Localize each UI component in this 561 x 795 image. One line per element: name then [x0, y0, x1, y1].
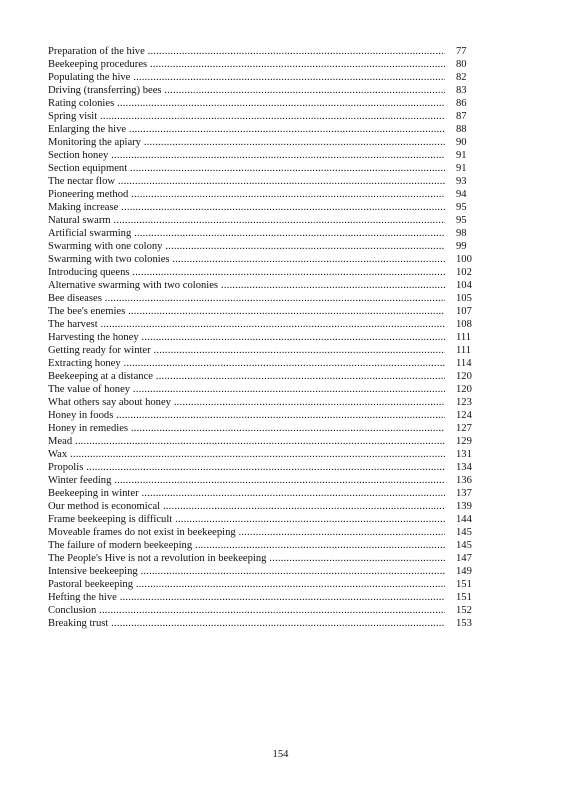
toc-entry-title: Spring visit ..... [48, 110, 445, 123]
toc-entry [48, 123, 473, 136]
toc-entry-title: Mead ..... [48, 435, 445, 448]
toc-entry [48, 175, 473, 188]
toc-entry-page: 149 [456, 566, 472, 577]
toc-entry-title: Making increase ..... [48, 201, 445, 214]
toc-entry-title: Alternative swarming with two colonies ..... [48, 279, 445, 292]
toc-entry-title: Honey in foods ..... [48, 409, 445, 422]
toc-entry-title: Enlarging the hive ..... [48, 123, 445, 136]
toc-entry [48, 461, 473, 474]
toc-entry [48, 188, 473, 201]
toc-entry [48, 201, 473, 214]
toc-entry-page: 107 [456, 306, 472, 317]
toc-entry-page: 145 [456, 527, 472, 538]
toc-entry-page: 144 [456, 514, 472, 525]
toc-entry-page: 127 [456, 423, 472, 434]
toc-entry [48, 526, 473, 539]
toc-entry-page: 91 [456, 163, 467, 174]
toc-entry-title: Frame beekeeping is difficult ..... [48, 513, 445, 526]
toc-entry-title: Breaking trust ..... [48, 617, 445, 630]
toc-entry [48, 344, 473, 357]
toc-entry-title: Section honey ..... [48, 149, 445, 162]
toc-entry-title: Propolis ..... [48, 461, 445, 474]
toc-entry-page: 153 [456, 618, 472, 629]
toc-entry [48, 487, 473, 500]
toc-entry [48, 162, 473, 175]
toc-entry-title: What others say about honey ..... [48, 396, 445, 409]
toc-entry-title: Swarming with one colony ..... [48, 240, 445, 253]
toc-entry-page: 147 [456, 553, 472, 564]
toc-entry-title: The People's Hive is not a revolution in beekeeping ..... [48, 552, 445, 565]
toc-entry-page: 95 [456, 215, 467, 226]
toc-entry-page: 95 [456, 202, 467, 213]
toc-entry-page: 86 [456, 98, 467, 109]
toc-entry-page: 100 [456, 254, 472, 265]
toc-entry-page: 108 [456, 319, 472, 330]
toc-entry [48, 305, 473, 318]
toc-entry-page: 139 [456, 501, 472, 512]
toc-entry-page: 111 [456, 332, 472, 343]
toc-entry-title: Populating the hive ..... [48, 71, 445, 84]
toc-entry-title: Rating colonies ..... [48, 97, 445, 110]
toc-entry [48, 448, 473, 461]
toc-entry-title: Beekeeping procedures ..... [48, 58, 445, 71]
toc-entry [48, 214, 473, 227]
toc-entry [48, 435, 473, 448]
toc-entry [48, 565, 473, 578]
toc-entry [48, 370, 473, 383]
toc-entry [48, 409, 473, 422]
toc-entry-title: The bee's enemies ..... [48, 305, 445, 318]
toc-entry-title: Preparation of the hive ..... [48, 45, 445, 58]
toc-entry [48, 110, 473, 123]
table-of-contents [48, 45, 473, 630]
toc-entry-page: 152 [456, 605, 472, 616]
toc-entry-page: 105 [456, 293, 472, 304]
toc-entry-title: Natural swarm ..... [48, 214, 445, 227]
toc-entry-title: Wax ..... [48, 448, 445, 461]
toc-entry [48, 279, 473, 292]
toc-entry [48, 240, 473, 253]
toc-entry-page: 80 [456, 59, 467, 70]
toc-entry-title: The failure of modern beekeeping ..... [48, 539, 445, 552]
toc-entry [48, 58, 473, 71]
toc-entry-page: 131 [456, 449, 472, 460]
toc-entry [48, 383, 473, 396]
toc-entry-page: 120 [456, 371, 472, 382]
toc-entry-page: 137 [456, 488, 472, 499]
toc-entry-title: Driving (transferring) bees ..... [48, 84, 445, 97]
toc-entry-title: Beekeeping at a distance ..... [48, 370, 445, 383]
toc-entry [48, 136, 473, 149]
toc-entry-title: Moveable frames do not exist in beekeeping ..... [48, 526, 445, 539]
toc-entry [48, 318, 473, 331]
toc-entry-page: 114 [456, 358, 472, 369]
toc-entry-title: Getting ready for winter ..... [48, 344, 445, 357]
toc-entry-page: 134 [456, 462, 472, 473]
toc-entry [48, 45, 473, 58]
toc-entry-title: Beekeeping in winter ..... [48, 487, 445, 500]
toc-entry [48, 357, 473, 370]
toc-entry-title: Honey in remedies ..... [48, 422, 445, 435]
toc-entry-page: 94 [456, 189, 467, 200]
toc-entry [48, 71, 473, 84]
toc-entry-page: 123 [456, 397, 472, 408]
toc-entry [48, 474, 473, 487]
toc-entry-title: Harvesting the honey ..... [48, 331, 445, 344]
toc-entry-title: Artificial swarming ..... [48, 227, 445, 240]
toc-entry-page: 99 [456, 241, 467, 252]
toc-entry [48, 513, 473, 526]
toc-entry [48, 149, 473, 162]
toc-entry [48, 500, 473, 513]
toc-entry-page: 83 [456, 85, 467, 96]
toc-entry-page: 90 [456, 137, 467, 148]
toc-entry-title: The value of honey ..... [48, 383, 445, 396]
toc-entry-title: Bee diseases ..... [48, 292, 445, 305]
toc-entry-title: The harvest ..... [48, 318, 445, 331]
toc-entry-title: Extracting honey ..... [48, 357, 445, 370]
toc-entry-title: Winter feeding ..... [48, 474, 445, 487]
toc-entry-page: 124 [456, 410, 472, 421]
toc-entry-title: Pastoral beekeeping ..... [48, 578, 445, 591]
toc-entry [48, 331, 473, 344]
toc-entry-title: The nectar flow ..... [48, 175, 445, 188]
toc-entry-page: 151 [456, 592, 472, 603]
toc-entry-title: Our method is economical ..... [48, 500, 445, 513]
toc-entry [48, 552, 473, 565]
toc-entry [48, 253, 473, 266]
toc-entry-title: Section equipment ..... [48, 162, 445, 175]
toc-entry-page: 102 [456, 267, 472, 278]
toc-entry [48, 591, 473, 604]
toc-entry-title: Pioneering method ..... [48, 188, 445, 201]
toc-entry-page: 136 [456, 475, 472, 486]
toc-entry-title: Monitoring the apiary ..... [48, 136, 445, 149]
toc-entry [48, 617, 473, 630]
toc-entry-title: Introducing queens ..... [48, 266, 445, 279]
toc-entry [48, 97, 473, 110]
toc-entry [48, 266, 473, 279]
toc-entry-title: Intensive beekeeping ..... [48, 565, 445, 578]
toc-entry [48, 578, 473, 591]
toc-entry-page: 77 [456, 46, 467, 57]
toc-entry-title: Conclusion ..... [48, 604, 445, 617]
toc-entry-page: 98 [456, 228, 467, 239]
toc-entry-page: 87 [456, 111, 467, 122]
toc-entry [48, 604, 473, 617]
toc-entry-page: 111 [456, 345, 472, 356]
toc-entry [48, 84, 473, 97]
toc-entry [48, 227, 473, 240]
page-number: 154 [272, 749, 289, 760]
toc-entry [48, 539, 473, 552]
toc-entry-page: 151 [456, 579, 472, 590]
toc-entry-page: 88 [456, 124, 467, 135]
toc-entry-page: 91 [456, 150, 467, 161]
toc-entry [48, 396, 473, 409]
toc-entry-title: Hefting the hive ..... [48, 591, 445, 604]
toc-entry-title: Swarming with two colonies ..... [48, 253, 445, 266]
toc-entry-page: 129 [456, 436, 472, 447]
toc-entry-page: 82 [456, 72, 467, 83]
toc-entry [48, 422, 473, 435]
toc-entry [48, 292, 473, 305]
toc-entry-page: 93 [456, 176, 467, 187]
toc-entry-page: 104 [456, 280, 472, 291]
toc-entry-page: 120 [456, 384, 472, 395]
toc-entry-page: 145 [456, 540, 472, 551]
